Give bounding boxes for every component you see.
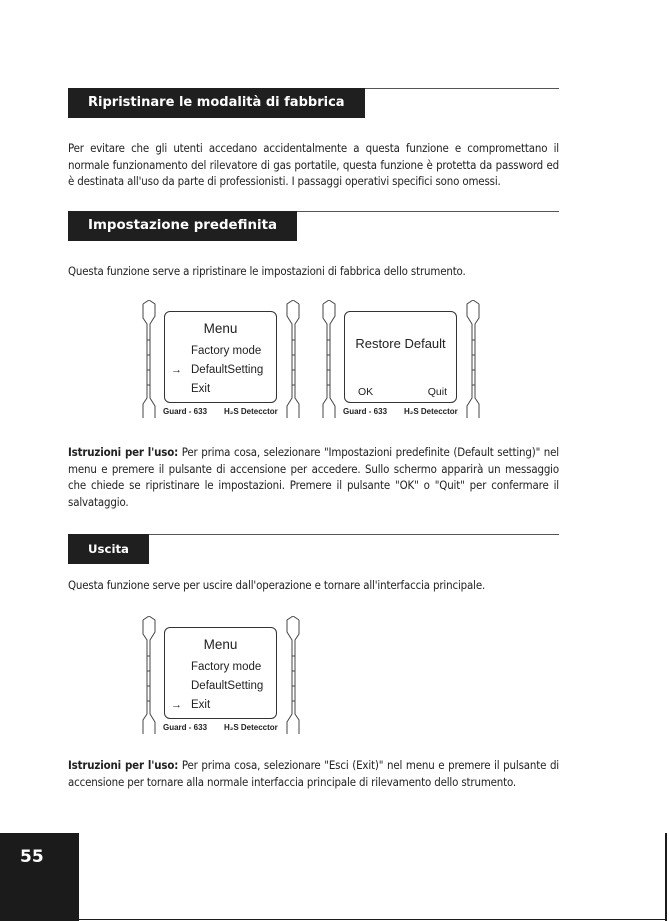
device-restore-default [321,300,481,422]
instructions-label: Istruzioni per l'uso: [68,445,179,459]
default-setting-paragraph: Questa funzione serve a ripristinare le impostazioni di fabbrica dello strumento. [68,264,466,278]
factory-reset-paragraph: Per evitare che gli utenti accedano accidentalmente a questa funzione e compromettano il normale funzionamento del rilevatore di gas portatile, questa funzione è protetta da password ed è destinata all'uso da parte di professionisti. I passaggi operativi specifici sono omessi. [68,141,559,189]
instructions-text: Per prima cosa, selezionare "Esci (Exit)" nel menu e premere il pulsante di accensione per tornare alla normale interfaccia principale di rilevamento dello strumento. [68,758,560,789]
page-edge-bottom [79,919,667,920]
section-header-default-setting [68,211,559,241]
arrow-right-icon: → [171,699,182,711]
device-menu-default [141,300,301,422]
device-screen [164,627,277,719]
menu-item-exit: Exit [191,699,211,711]
device-model-label: Guard - 633 [343,407,388,416]
device-menu-exit [141,616,301,738]
menu-item-default-setting: DefaultSetting [191,364,264,376]
instructions-text: Per prima cosa, selezionare "Impostazioni predefinite (Default setting)" nel menu e premere il pulsante di accensione per accedere. Sullo schermo apparirà un messaggio che chiede se ripristinare le impostazioni. Premere il pulsante "OK" o "Quit" per confermare il salvataggio. [68,445,559,510]
device-screen [344,311,457,403]
exit-instructions [68,757,559,790]
device-detector-label: H₂S Detecctor [404,407,458,416]
device-screen [164,311,277,403]
section-title: Ripristinare le modalità di fabbrica [68,88,365,118]
device-detector-label: H₂S Detecctor [224,407,278,416]
instructions-label: Istruzioni per l'uso: [68,758,179,772]
arrow-right-icon: → [171,364,182,376]
section-header-factory-reset [68,88,559,118]
section-title: Uscita [68,534,149,564]
device-detector-label: H₂S Detecctor [224,723,278,732]
quit-option: Quit [427,386,447,398]
menu-item-factory-mode: Factory mode [191,345,262,357]
menu-item-default-setting: DefaultSetting [191,680,264,692]
device-model-label: Guard - 633 [163,723,208,732]
menu-title: Menu [203,637,238,652]
menu-item-factory-mode: Factory mode [191,661,262,673]
page-edge-right [665,833,667,921]
section-title: Impostazione predefinita [68,211,297,241]
restore-default-title: Restore Default [355,336,446,351]
menu-item-exit: Exit [191,383,211,395]
page-number: 55 [20,847,44,867]
section-header-exit [68,534,559,564]
menu-title: Menu [203,321,238,336]
default-setting-instructions [68,444,559,511]
page-number-tab [0,833,79,921]
exit-paragraph: Questa funzione serve per uscire dall'operazione e tornare all'interfaccia principale. [68,578,486,592]
device-model-label: Guard - 633 [163,407,208,416]
ok-option: OK [358,386,374,398]
